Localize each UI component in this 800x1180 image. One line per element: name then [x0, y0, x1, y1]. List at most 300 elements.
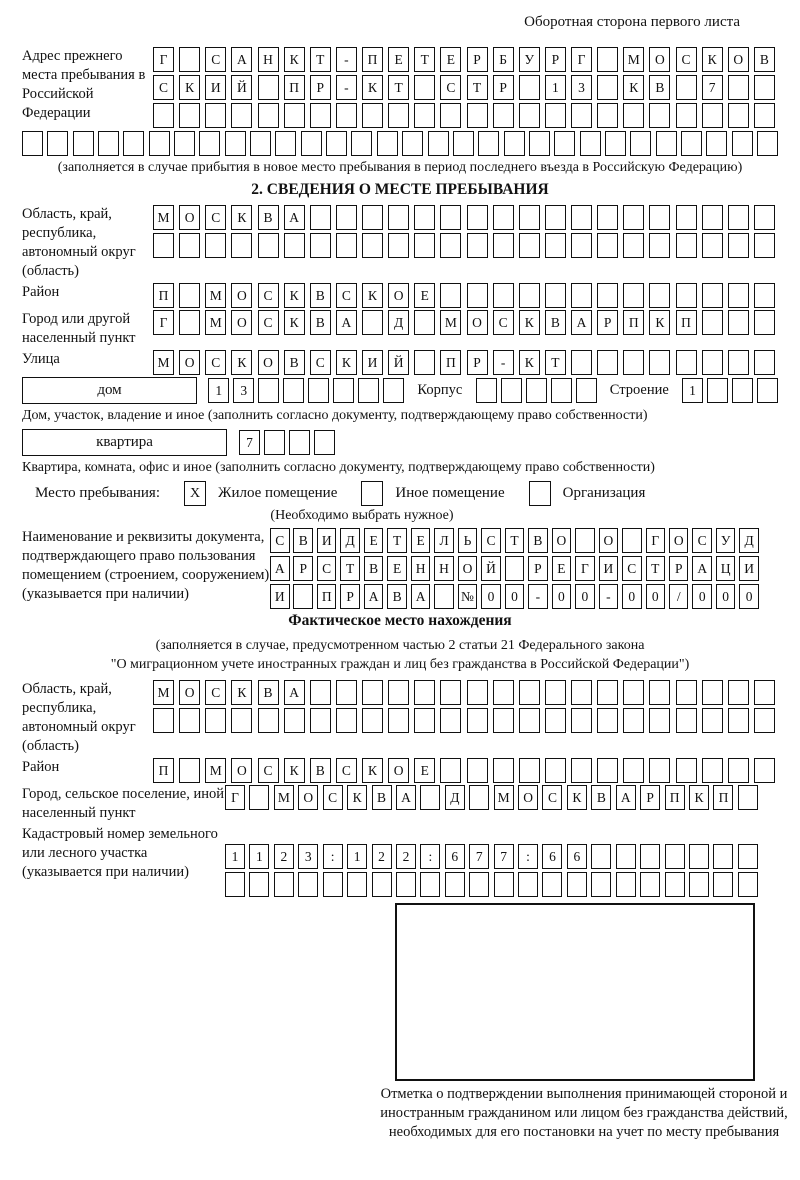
char-cell[interactable]: 1: [225, 844, 245, 869]
char-cell[interactable]: В: [754, 47, 775, 72]
char-cell[interactable]: [284, 708, 305, 733]
char-cell[interactable]: -: [493, 350, 514, 375]
char-cell[interactable]: [326, 131, 347, 156]
char-cell[interactable]: Н: [411, 556, 431, 581]
char-cell[interactable]: 6: [567, 844, 587, 869]
char-cell[interactable]: Л: [434, 528, 454, 553]
char-cell[interactable]: И: [205, 75, 226, 100]
char-cell[interactable]: -: [336, 47, 357, 72]
char-cell[interactable]: [702, 310, 723, 335]
char-cell[interactable]: [494, 872, 514, 897]
char-cell[interactable]: [580, 131, 601, 156]
char-cell[interactable]: [732, 378, 753, 403]
char-cell[interactable]: [284, 103, 305, 128]
char-cell[interactable]: [640, 872, 660, 897]
char-cell[interactable]: [649, 758, 670, 783]
char-cell[interactable]: С: [205, 47, 226, 72]
char-cell[interactable]: [179, 47, 200, 72]
char-cell[interactable]: О: [231, 758, 252, 783]
char-cell[interactable]: [623, 103, 644, 128]
char-cell[interactable]: Р: [467, 350, 488, 375]
char-cell[interactable]: [467, 680, 488, 705]
char-cell[interactable]: С: [205, 680, 226, 705]
char-cell[interactable]: [754, 233, 775, 258]
char-cell[interactable]: [293, 584, 313, 609]
char-cell[interactable]: О: [298, 785, 318, 810]
char-cell[interactable]: Т: [310, 47, 331, 72]
char-cell[interactable]: О: [231, 310, 252, 335]
char-cell[interactable]: [757, 131, 778, 156]
char-cell[interactable]: [420, 872, 440, 897]
char-cell[interactable]: [702, 350, 723, 375]
char-cell[interactable]: Д: [739, 528, 759, 553]
char-cell[interactable]: [493, 680, 514, 705]
char-cell[interactable]: Т: [340, 556, 360, 581]
char-cell[interactable]: [467, 758, 488, 783]
char-cell[interactable]: И: [739, 556, 759, 581]
char-cell[interactable]: [388, 205, 409, 230]
char-cell[interactable]: Р: [669, 556, 689, 581]
char-cell[interactable]: [314, 430, 335, 455]
apartment-type-box[interactable]: квартира: [22, 429, 227, 456]
char-cell[interactable]: [754, 283, 775, 308]
char-cell[interactable]: 2: [372, 844, 392, 869]
char-cell[interactable]: [681, 131, 702, 156]
char-cell[interactable]: [676, 103, 697, 128]
char-cell[interactable]: [676, 680, 697, 705]
char-cell[interactable]: [571, 350, 592, 375]
char-cell[interactable]: [597, 47, 618, 72]
char-cell[interactable]: [702, 708, 723, 733]
char-cell[interactable]: [205, 708, 226, 733]
char-cell[interactable]: [179, 283, 200, 308]
char-cell[interactable]: [597, 708, 618, 733]
char-cell[interactable]: А: [571, 310, 592, 335]
char-cell[interactable]: Й: [231, 75, 252, 100]
char-cell[interactable]: [453, 131, 474, 156]
char-cell[interactable]: [519, 75, 540, 100]
char-cell[interactable]: [597, 75, 618, 100]
char-cell[interactable]: В: [364, 556, 384, 581]
char-cell[interactable]: 7: [702, 75, 723, 100]
char-cell[interactable]: М: [153, 350, 174, 375]
char-cell[interactable]: [440, 758, 461, 783]
char-cell[interactable]: Д: [388, 310, 409, 335]
char-cell[interactable]: [676, 350, 697, 375]
char-cell[interactable]: [728, 758, 749, 783]
char-cell[interactable]: [728, 205, 749, 230]
char-cell[interactable]: А: [270, 556, 290, 581]
char-cell[interactable]: О: [649, 47, 670, 72]
char-cell[interactable]: С: [493, 310, 514, 335]
char-cell[interactable]: [383, 378, 404, 403]
char-cell[interactable]: С: [542, 785, 562, 810]
char-cell[interactable]: [179, 310, 200, 335]
char-cell[interactable]: Е: [387, 556, 407, 581]
char-cell[interactable]: О: [599, 528, 619, 553]
char-cell[interactable]: 7: [494, 844, 514, 869]
char-cell[interactable]: 2: [396, 844, 416, 869]
char-cell[interactable]: [199, 131, 220, 156]
char-cell[interactable]: О: [728, 47, 749, 72]
char-cell[interactable]: [728, 283, 749, 308]
char-cell[interactable]: 0: [716, 584, 736, 609]
char-cell[interactable]: В: [545, 310, 566, 335]
char-cell[interactable]: О: [258, 350, 279, 375]
char-cell[interactable]: [149, 131, 170, 156]
char-cell[interactable]: [362, 233, 383, 258]
char-cell[interactable]: В: [258, 205, 279, 230]
char-cell[interactable]: С: [205, 205, 226, 230]
char-cell[interactable]: [478, 131, 499, 156]
char-cell[interactable]: 0: [646, 584, 666, 609]
char-cell[interactable]: И: [362, 350, 383, 375]
char-cell[interactable]: [689, 872, 709, 897]
char-cell[interactable]: 0: [505, 584, 525, 609]
char-cell[interactable]: :: [323, 844, 343, 869]
char-cell[interactable]: [622, 528, 642, 553]
char-cell[interactable]: [571, 680, 592, 705]
char-cell[interactable]: [284, 233, 305, 258]
char-cell[interactable]: [362, 205, 383, 230]
char-cell[interactable]: Д: [445, 785, 465, 810]
char-cell[interactable]: П: [440, 350, 461, 375]
char-cell[interactable]: [336, 103, 357, 128]
char-cell[interactable]: Р: [340, 584, 360, 609]
char-cell[interactable]: [434, 584, 454, 609]
char-cell[interactable]: П: [623, 310, 644, 335]
char-cell[interactable]: К: [231, 350, 252, 375]
char-cell[interactable]: [519, 205, 540, 230]
char-cell[interactable]: [676, 708, 697, 733]
char-cell[interactable]: [545, 680, 566, 705]
char-cell[interactable]: М: [440, 310, 461, 335]
char-cell[interactable]: [414, 103, 435, 128]
char-cell[interactable]: [665, 844, 685, 869]
char-cell[interactable]: [445, 872, 465, 897]
char-cell[interactable]: [362, 708, 383, 733]
char-cell[interactable]: [250, 131, 271, 156]
char-cell[interactable]: Е: [414, 283, 435, 308]
char-cell[interactable]: М: [153, 680, 174, 705]
char-cell[interactable]: С: [310, 350, 331, 375]
char-cell[interactable]: [519, 233, 540, 258]
char-cell[interactable]: [623, 680, 644, 705]
char-cell[interactable]: [754, 350, 775, 375]
char-cell[interactable]: [298, 872, 318, 897]
char-cell[interactable]: [519, 283, 540, 308]
char-cell[interactable]: [467, 708, 488, 733]
char-cell[interactable]: [571, 233, 592, 258]
char-cell[interactable]: [706, 131, 727, 156]
char-cell[interactable]: [754, 310, 775, 335]
char-cell[interactable]: А: [616, 785, 636, 810]
char-cell[interactable]: П: [317, 584, 337, 609]
char-cell[interactable]: [388, 708, 409, 733]
char-cell[interactable]: 3: [233, 378, 254, 403]
char-cell[interactable]: [351, 131, 372, 156]
char-cell[interactable]: [476, 378, 497, 403]
char-cell[interactable]: Г: [153, 310, 174, 335]
char-cell[interactable]: В: [310, 758, 331, 783]
char-cell[interactable]: 7: [239, 430, 260, 455]
char-cell[interactable]: Й: [388, 350, 409, 375]
char-cell[interactable]: [258, 378, 279, 403]
char-cell[interactable]: [728, 680, 749, 705]
char-cell[interactable]: К: [336, 350, 357, 375]
char-cell[interactable]: [623, 758, 644, 783]
char-cell[interactable]: В: [387, 584, 407, 609]
char-cell[interactable]: [504, 131, 525, 156]
char-cell[interactable]: [623, 283, 644, 308]
char-cell[interactable]: А: [336, 310, 357, 335]
char-cell[interactable]: №: [458, 584, 478, 609]
char-cell[interactable]: Т: [545, 350, 566, 375]
char-cell[interactable]: Т: [467, 75, 488, 100]
char-cell[interactable]: [440, 680, 461, 705]
char-cell[interactable]: [501, 378, 522, 403]
char-cell[interactable]: [713, 872, 733, 897]
char-cell[interactable]: 0: [739, 584, 759, 609]
char-cell[interactable]: 0: [481, 584, 501, 609]
char-cell[interactable]: [467, 233, 488, 258]
char-cell[interactable]: [519, 758, 540, 783]
char-cell[interactable]: О: [467, 310, 488, 335]
char-cell[interactable]: 1: [347, 844, 367, 869]
char-cell[interactable]: [754, 758, 775, 783]
char-cell[interactable]: Р: [293, 556, 313, 581]
char-cell[interactable]: Н: [434, 556, 454, 581]
char-cell[interactable]: П: [284, 75, 305, 100]
residential-checkbox[interactable]: X: [184, 481, 206, 506]
char-cell[interactable]: 1: [208, 378, 229, 403]
char-cell[interactable]: [362, 310, 383, 335]
char-cell[interactable]: [605, 131, 626, 156]
char-cell[interactable]: К: [519, 310, 540, 335]
char-cell[interactable]: В: [372, 785, 392, 810]
char-cell[interactable]: [414, 75, 435, 100]
char-cell[interactable]: [308, 378, 329, 403]
char-cell[interactable]: С: [622, 556, 642, 581]
char-cell[interactable]: [377, 131, 398, 156]
char-cell[interactable]: [738, 844, 758, 869]
char-cell[interactable]: А: [231, 47, 252, 72]
char-cell[interactable]: [310, 233, 331, 258]
char-cell[interactable]: [754, 103, 775, 128]
char-cell[interactable]: И: [270, 584, 290, 609]
char-cell[interactable]: [571, 103, 592, 128]
char-cell[interactable]: [231, 233, 252, 258]
char-cell[interactable]: [493, 233, 514, 258]
char-cell[interactable]: [571, 205, 592, 230]
char-cell[interactable]: [493, 758, 514, 783]
char-cell[interactable]: К: [689, 785, 709, 810]
char-cell[interactable]: В: [649, 75, 670, 100]
char-cell[interactable]: [336, 680, 357, 705]
char-cell[interactable]: В: [293, 528, 313, 553]
other-premises-checkbox[interactable]: [361, 481, 383, 506]
char-cell[interactable]: [728, 75, 749, 100]
char-cell[interactable]: У: [519, 47, 540, 72]
char-cell[interactable]: [275, 131, 296, 156]
char-cell[interactable]: С: [481, 528, 501, 553]
char-cell[interactable]: Г: [225, 785, 245, 810]
char-cell[interactable]: С: [270, 528, 290, 553]
char-cell[interactable]: [440, 283, 461, 308]
char-cell[interactable]: К: [179, 75, 200, 100]
char-cell[interactable]: Ц: [716, 556, 736, 581]
char-cell[interactable]: [616, 844, 636, 869]
char-cell[interactable]: О: [552, 528, 572, 553]
char-cell[interactable]: [153, 103, 174, 128]
char-cell[interactable]: К: [519, 350, 540, 375]
char-cell[interactable]: [47, 131, 68, 156]
char-cell[interactable]: [414, 680, 435, 705]
char-cell[interactable]: [414, 350, 435, 375]
char-cell[interactable]: Т: [388, 75, 409, 100]
char-cell[interactable]: [388, 233, 409, 258]
char-cell[interactable]: И: [317, 528, 337, 553]
char-cell[interactable]: [597, 680, 618, 705]
char-cell[interactable]: [249, 785, 269, 810]
char-cell[interactable]: [554, 131, 575, 156]
char-cell[interactable]: [396, 872, 416, 897]
char-cell[interactable]: С: [336, 758, 357, 783]
char-cell[interactable]: 6: [445, 844, 465, 869]
char-cell[interactable]: С: [258, 283, 279, 308]
char-cell[interactable]: К: [284, 283, 305, 308]
char-cell[interactable]: В: [591, 785, 611, 810]
char-cell[interactable]: [571, 283, 592, 308]
char-cell[interactable]: [630, 131, 651, 156]
char-cell[interactable]: Е: [388, 47, 409, 72]
char-cell[interactable]: К: [284, 310, 305, 335]
char-cell[interactable]: [571, 708, 592, 733]
char-cell[interactable]: 0: [575, 584, 595, 609]
char-cell[interactable]: [597, 350, 618, 375]
char-cell[interactable]: С: [440, 75, 461, 100]
char-cell[interactable]: :: [420, 844, 440, 869]
char-cell[interactable]: Е: [411, 528, 431, 553]
char-cell[interactable]: [274, 872, 294, 897]
char-cell[interactable]: [649, 708, 670, 733]
char-cell[interactable]: -: [528, 584, 548, 609]
char-cell[interactable]: М: [205, 758, 226, 783]
char-cell[interactable]: Е: [414, 758, 435, 783]
char-cell[interactable]: В: [310, 310, 331, 335]
char-cell[interactable]: Д: [340, 528, 360, 553]
char-cell[interactable]: [388, 680, 409, 705]
char-cell[interactable]: [545, 758, 566, 783]
char-cell[interactable]: 3: [298, 844, 318, 869]
char-cell[interactable]: [336, 233, 357, 258]
char-cell[interactable]: [649, 283, 670, 308]
char-cell[interactable]: [545, 233, 566, 258]
char-cell[interactable]: [676, 233, 697, 258]
char-cell[interactable]: 1: [545, 75, 566, 100]
char-cell[interactable]: [283, 378, 304, 403]
organization-checkbox[interactable]: [529, 481, 551, 506]
char-cell[interactable]: [597, 103, 618, 128]
char-cell[interactable]: 1: [249, 844, 269, 869]
char-cell[interactable]: [623, 233, 644, 258]
char-cell[interactable]: [310, 708, 331, 733]
char-cell[interactable]: [567, 872, 587, 897]
char-cell[interactable]: [323, 872, 343, 897]
char-cell[interactable]: Г: [575, 556, 595, 581]
char-cell[interactable]: [545, 708, 566, 733]
char-cell[interactable]: [616, 872, 636, 897]
char-cell[interactable]: К: [362, 75, 383, 100]
char-cell[interactable]: [649, 205, 670, 230]
char-cell[interactable]: Й: [481, 556, 501, 581]
char-cell[interactable]: [440, 708, 461, 733]
char-cell[interactable]: [388, 103, 409, 128]
char-cell[interactable]: [310, 680, 331, 705]
char-cell[interactable]: [420, 785, 440, 810]
char-cell[interactable]: [623, 350, 644, 375]
char-cell[interactable]: [249, 872, 269, 897]
char-cell[interactable]: 6: [542, 844, 562, 869]
char-cell[interactable]: [623, 205, 644, 230]
char-cell[interactable]: [702, 233, 723, 258]
char-cell[interactable]: [707, 378, 728, 403]
char-cell[interactable]: [728, 310, 749, 335]
char-cell[interactable]: [545, 103, 566, 128]
char-cell[interactable]: [702, 103, 723, 128]
char-cell[interactable]: [526, 378, 547, 403]
char-cell[interactable]: [728, 233, 749, 258]
char-cell[interactable]: [529, 131, 550, 156]
char-cell[interactable]: М: [623, 47, 644, 72]
char-cell[interactable]: [649, 103, 670, 128]
char-cell[interactable]: [264, 430, 285, 455]
char-cell[interactable]: В: [310, 283, 331, 308]
char-cell[interactable]: [467, 283, 488, 308]
char-cell[interactable]: [591, 844, 611, 869]
char-cell[interactable]: [518, 872, 538, 897]
char-cell[interactable]: :: [518, 844, 538, 869]
char-cell[interactable]: [174, 131, 195, 156]
char-cell[interactable]: -: [599, 584, 619, 609]
char-cell[interactable]: [542, 872, 562, 897]
char-cell[interactable]: 0: [552, 584, 572, 609]
char-cell[interactable]: [597, 283, 618, 308]
char-cell[interactable]: [414, 708, 435, 733]
char-cell[interactable]: 0: [692, 584, 712, 609]
char-cell[interactable]: [676, 205, 697, 230]
char-cell[interactable]: Г: [153, 47, 174, 72]
char-cell[interactable]: [362, 103, 383, 128]
char-cell[interactable]: Т: [414, 47, 435, 72]
char-cell[interactable]: [231, 103, 252, 128]
char-cell[interactable]: [440, 205, 461, 230]
char-cell[interactable]: [231, 708, 252, 733]
char-cell[interactable]: [754, 205, 775, 230]
char-cell[interactable]: Р: [493, 75, 514, 100]
char-cell[interactable]: О: [669, 528, 689, 553]
char-cell[interactable]: К: [284, 47, 305, 72]
char-cell[interactable]: С: [258, 758, 279, 783]
char-cell[interactable]: Т: [505, 528, 525, 553]
char-cell[interactable]: [153, 233, 174, 258]
char-cell[interactable]: О: [231, 283, 252, 308]
char-cell[interactable]: [702, 680, 723, 705]
char-cell[interactable]: Р: [545, 47, 566, 72]
char-cell[interactable]: К: [347, 785, 367, 810]
char-cell[interactable]: [336, 708, 357, 733]
char-cell[interactable]: 1: [682, 378, 703, 403]
